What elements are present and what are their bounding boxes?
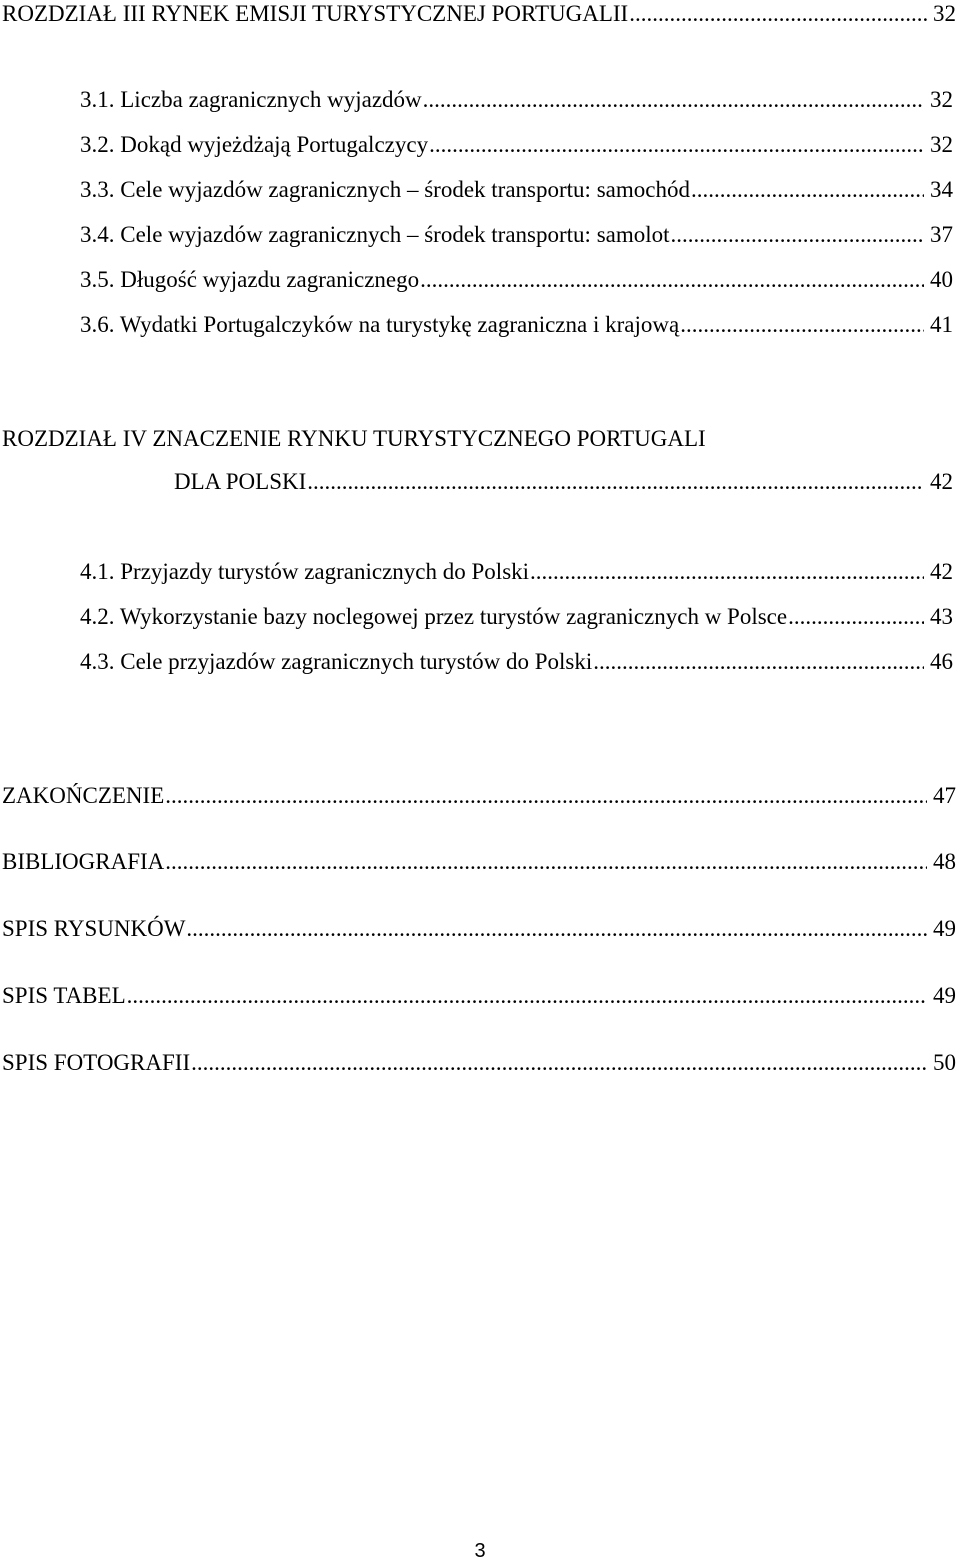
dot-leader — [164, 848, 927, 876]
toc-entry-page: 42 — [930, 559, 953, 584]
toc-entry-label: 3.4. Cele wyjazdów zagranicznych – środek transportu: samolot — [80, 222, 670, 247]
toc-entry-label: 3.6. Wydatki Portugalczyków na turystykę zagraniczna i krajową — [80, 312, 680, 337]
toc-entry-chapter-4 — [174, 468, 953, 496]
toc-entry-label: 4.3. Cele przyjazdów zagranicznych turystów do Polski — [80, 649, 593, 674]
toc-entry-page: 49 — [933, 916, 956, 941]
toc-entry-label: 3.1. Liczba zagranicznych wyjazdów — [80, 87, 422, 112]
dot-leader — [306, 468, 924, 496]
toc-entry-label: ROZDZIAŁ III RYNEK EMISJI TURYSTYCZNEJ PORTUGALII — [2, 1, 629, 26]
toc-entry-page: 49 — [933, 983, 956, 1008]
toc-entry-label: SPIS TABEL — [2, 983, 126, 1008]
toc-entry-label: 3.2. Dokąd wyjeżdżają Portugalczycy — [80, 132, 429, 157]
toc-chapter-4-title: ROZDZIAŁ IV ZNACZENIE RYNKU TURYSTYCZNEGO PORTUGALI — [2, 426, 706, 451]
toc-entry-page: 34 — [930, 177, 953, 202]
dot-leader — [592, 648, 924, 676]
dot-leader — [690, 176, 924, 204]
toc-entry-page: 43 — [930, 604, 953, 629]
dot-leader — [422, 86, 924, 114]
dot-leader — [628, 0, 927, 28]
dot-leader — [126, 982, 927, 1010]
toc-entry-spis-fotografii — [2, 1049, 956, 1077]
toc-entry-3-4 — [80, 221, 953, 249]
toc-entry-bibliografia — [2, 848, 956, 876]
toc-entry-page: 46 — [930, 649, 953, 674]
toc-entry-3-1 — [80, 86, 953, 114]
toc-entry-page: 48 — [933, 849, 956, 874]
dot-leader — [164, 782, 927, 810]
dot-leader — [670, 221, 924, 249]
dot-leader — [419, 266, 924, 294]
toc-entry-page: 50 — [933, 1050, 956, 1075]
toc-entry-3-6 — [80, 311, 953, 339]
toc-entry-page: 42 — [930, 469, 953, 494]
toc-entry-page: 32 — [933, 1, 956, 26]
dot-leader — [529, 558, 924, 586]
toc-entry-page: 47 — [933, 783, 956, 808]
toc-entry-chapter-3 — [2, 0, 956, 28]
toc-entry-label: 4.2. Wykorzystanie bazy noclegowej przez turystów zagranicznych w Polsce — [80, 604, 788, 629]
toc-entry-3-2 — [80, 131, 953, 159]
toc-entry-4-1 — [80, 558, 953, 586]
toc-entry-4-3 — [80, 648, 953, 676]
toc-entry-4-2 — [80, 603, 953, 631]
dot-leader — [190, 1049, 927, 1077]
dot-leader — [428, 131, 924, 159]
toc-entry-page: 32 — [930, 87, 953, 112]
toc-entry-3-5 — [80, 266, 953, 294]
dot-leader — [679, 311, 924, 339]
toc-entry-page: 37 — [930, 222, 953, 247]
toc-entry-page: 41 — [930, 312, 953, 337]
toc-entry-spis-rysunkow — [2, 915, 956, 943]
toc-entry-label: BIBLIOGRAFIA — [2, 849, 165, 874]
toc-entry-label: 3.3. Cele wyjazdów zagranicznych – środek transportu: samochód — [80, 177, 690, 202]
dot-leader — [185, 915, 927, 943]
toc-entry-label: SPIS FOTOGRAFII — [2, 1050, 191, 1075]
dot-leader — [787, 603, 924, 631]
toc-entry-zakonczenie — [2, 782, 956, 810]
toc-entry-label: 3.5. Długość wyjazdu zagranicznego — [80, 267, 420, 292]
toc-entry-label: ZAKOŃCZENIE — [2, 783, 165, 808]
toc-entry-3-3 — [80, 176, 953, 204]
toc-entry-page: 40 — [930, 267, 953, 292]
toc-entry-label: 4.1. Przyjazdy turystów zagranicznych do Polski — [80, 559, 530, 584]
toc-entry-spis-tabel — [2, 982, 956, 1010]
toc-entry-label: SPIS RYSUNKÓW — [2, 916, 186, 941]
toc-entry-label: DLA POLSKI — [174, 469, 307, 494]
toc-entry-page: 32 — [930, 132, 953, 157]
page-number: 3 — [474, 1540, 486, 1562]
